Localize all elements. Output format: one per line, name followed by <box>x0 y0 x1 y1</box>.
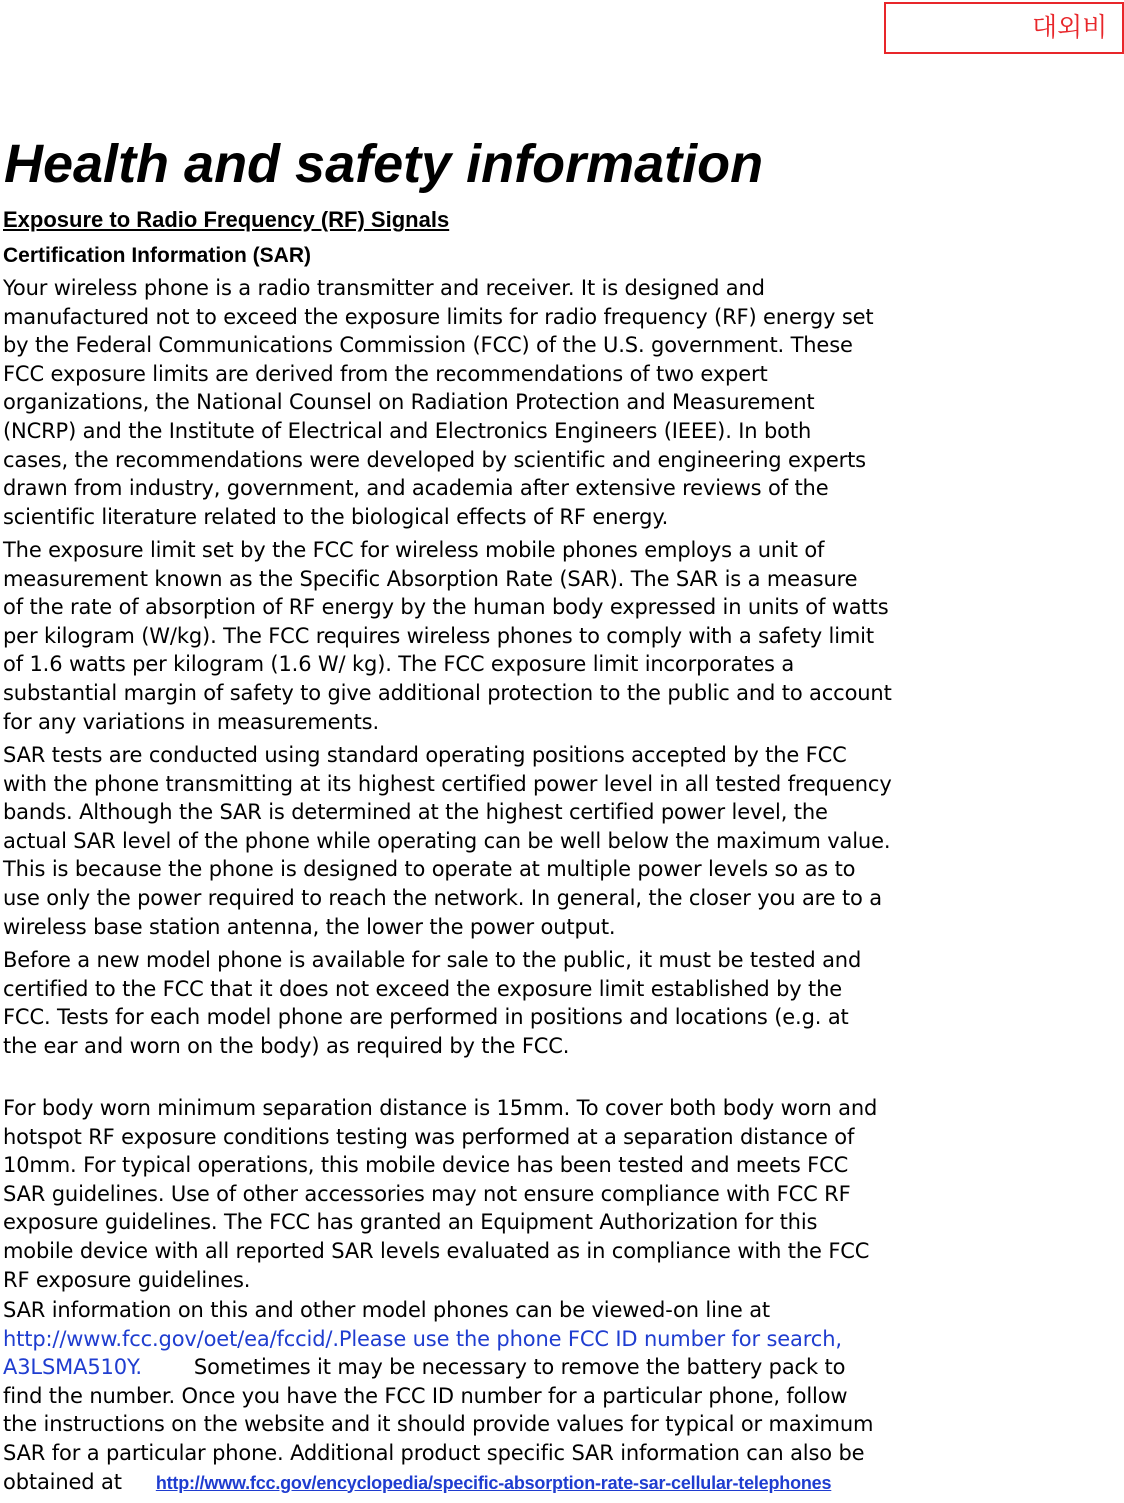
text-line: SAR tests are conducted using standard operating positions accepted by the FCC <box>3 743 847 767</box>
text-line: Before a new model phone is available for sale to the public, it must be tested and <box>3 948 862 972</box>
text-line: the ear and worn on the body) as required by the FCC. <box>3 1033 570 1058</box>
text-line <box>3 1353 873 1382</box>
page-title: Health and safety information <box>4 134 764 194</box>
text-line: mobile device with all reported SAR levels evaluated as in compliance with the FCC <box>3 1238 870 1263</box>
text-line: SAR information on this and other model phones can be viewed-on line at <box>3 1298 771 1322</box>
paragraph-body-worn <box>3 1094 877 1294</box>
text-line <box>3 1468 873 1498</box>
obtained-at-label: obtained at <box>3 1469 122 1494</box>
text-line: find the number. Once you have the FCC ID number for a particular phone, follow <box>3 1383 848 1408</box>
text-line: measurement known as the Specific Absorption Rate (SAR). The SAR is a measure <box>3 566 858 591</box>
text-line: actual SAR level of the phone while operating can be well below the maximum value. <box>3 828 891 853</box>
text-line: This is because the phone is designed to operate at multiple power levels so as to <box>3 857 856 882</box>
text-line: certified to the FCC that it does not exceed the exposure limit established by the <box>3 976 843 1001</box>
paragraph-sar-tests <box>3 741 892 941</box>
text-line: of 1.6 watts per kilogram (1.6 W/ kg). The FCC exposure limit incorporates a <box>3 652 795 677</box>
text-line: for any variations in measurements. <box>3 709 380 734</box>
text-line: use only the power required to reach the network. In general, the closer you are to a <box>3 885 883 910</box>
text-line: manufactured not to exceed the exposure limits for radio frequency (RF) energy set <box>3 304 874 329</box>
text-line: (NCRP) and the Institute of Electrical and Electronics Engineers (IEEE). In both <box>3 418 812 443</box>
text-line: hotspot RF exposure conditions testing was performed at a separation distance of <box>3 1124 855 1149</box>
confidential-stamp: 대외비 <box>884 2 1124 54</box>
fcc-sar-encyclopedia-link[interactable]: http://www.fcc.gov/encyclopedia/specific-absorption-rate-sar-cellular-telephones <box>155 1472 832 1493</box>
text-line: exposure guidelines. The FCC has granted an Equipment Authorization for this <box>3 1210 818 1235</box>
text-line: FCC exposure limits are derived from the recommendations of two expert <box>3 361 768 386</box>
fcc-id: A3LSMA510Y. <box>3 1355 142 1380</box>
text-line: by the Federal Communications Commission (FCC) of the U.S. government. These <box>3 333 853 358</box>
paragraph-intro <box>3 274 873 531</box>
text-line: RF exposure guidelines. <box>3 1267 251 1292</box>
text-line: of the rate of absorption of RF energy by the human body expressed in units of watts <box>3 595 889 620</box>
text-line: scientific literature related to the biological effects of RF energy. <box>3 504 669 529</box>
text-line: SAR for a particular phone. Additional product specific SAR information can also be <box>3 1440 865 1465</box>
text-line: Your wireless phone is a radio transmitter and receiver. It is designed and <box>3 276 765 300</box>
section-heading: Exposure to Radio Frequency (RF) Signals <box>3 207 450 232</box>
text-line: The exposure limit set by the FCC for wireless mobile phones employs a unit of <box>3 538 825 562</box>
text-line: wireless base station antenna, the lower the power output. <box>3 914 616 939</box>
text-line: with the phone transmitting at its highest certified power level in all tested frequency <box>3 771 892 796</box>
paragraph-sar-info <box>3 1296 873 1497</box>
paragraph-certification <box>3 946 861 1060</box>
fcc-id-search-link[interactable]: http://www.fcc.gov/oet/ea/fccid/. <box>3 1326 339 1351</box>
text-line: substantial margin of safety to give additional protection to the public and to account <box>3 680 892 705</box>
text-line: 10mm. For typical operations, this mobile device has been tested and meets FCC <box>3 1153 849 1178</box>
subheading: Certification Information (SAR) <box>3 244 311 267</box>
search-note: Please use the phone FCC ID number for search, <box>338 1326 842 1351</box>
text-line: drawn from industry, government, and academia after extensive reviews of the <box>3 476 829 501</box>
text-line: FCC. Tests for each model phone are performed in positions and locations (e.g. at <box>3 1005 849 1030</box>
text-line <box>3 1325 873 1354</box>
text-line: per kilogram (W/kg). The FCC requires wireless phones to comply with a safety limit <box>3 623 874 648</box>
text-line: SAR guidelines. Use of other accessories may not ensure compliance with FCC RF <box>3 1181 851 1206</box>
text-line: cases, the recommendations were developed by scientific and engineering experts <box>3 447 866 472</box>
text-line: the instructions on the website and it should provide values for typical or maximum <box>3 1412 874 1437</box>
text-line: bands. Although the SAR is determined at the highest certified power level, the <box>3 800 828 825</box>
text-line: organizations, the National Counsel on Radiation Protection and Measurement <box>3 390 815 415</box>
paragraph-sar-limit <box>3 536 892 736</box>
text-line: For body worn minimum separation distance is 15mm. To cover both body worn and <box>3 1096 878 1120</box>
battery-note: Sometimes it may be necessary to remove the battery pack to <box>193 1355 846 1380</box>
